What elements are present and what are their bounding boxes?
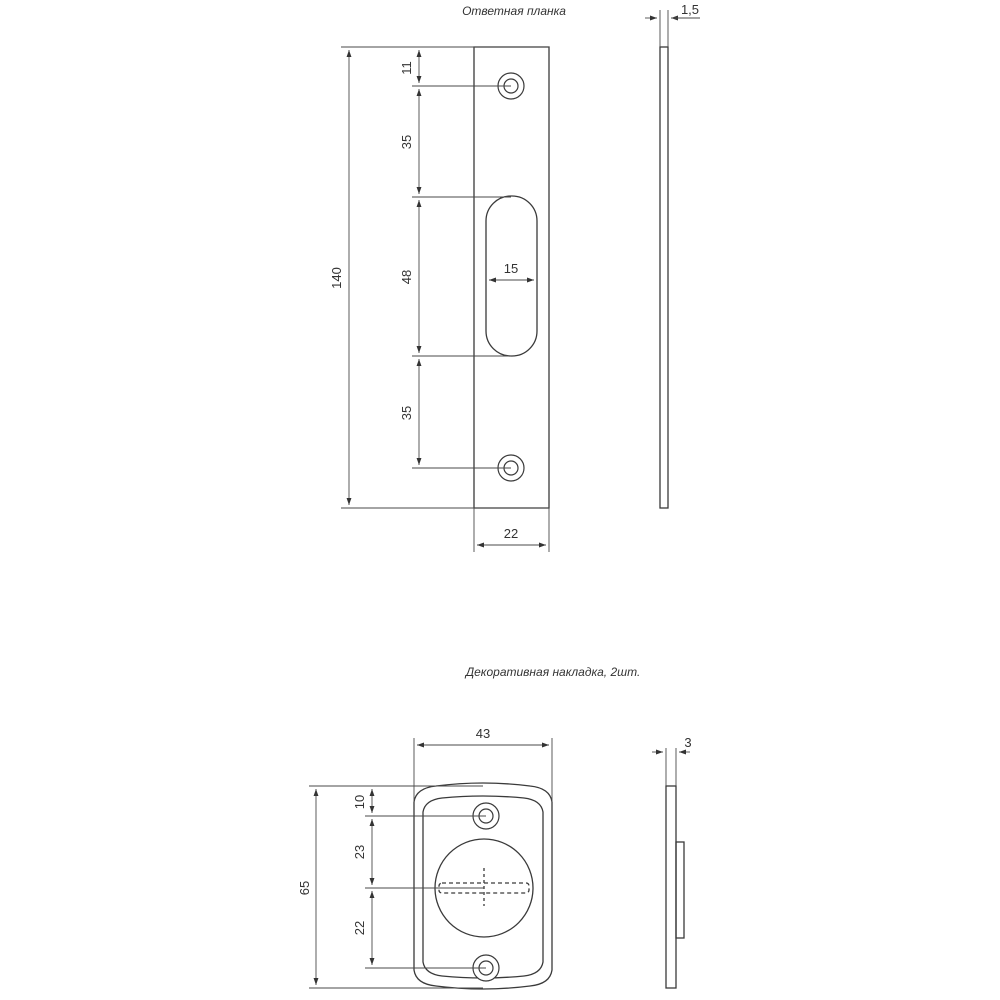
decorative-cover-dimension-lines xyxy=(316,745,690,985)
strike-plate-upper-spacing-label: 35 xyxy=(399,134,414,150)
strike-plate-slot-length-label: 48 xyxy=(399,269,414,285)
strike-plate-drawing xyxy=(329,2,700,552)
strike-plate-thickness-label: 1,5 xyxy=(680,2,700,17)
decorative-cover-lower-spacing-label: 22 xyxy=(352,920,367,936)
strike-plate-top-offset-label: 11 xyxy=(399,61,414,75)
strike-plate-lower-spacing-label: 35 xyxy=(399,405,414,421)
decorative-cover-upper-spacing-label: 23 xyxy=(352,844,367,860)
decorative-cover-title: Декоративная накладка, 2шт. xyxy=(465,665,641,679)
decorative-cover-top-offset-label: 10 xyxy=(352,794,367,810)
decorative-cover-side-view xyxy=(666,786,684,988)
strike-plate-width-label: 22 xyxy=(503,526,519,541)
strike-plate-title: Ответная планка xyxy=(462,4,566,18)
decorative-cover-overall-height-label: 65 xyxy=(297,880,312,896)
decorative-cover-extension-lines xyxy=(309,738,676,988)
strike-plate-side-view xyxy=(660,47,668,508)
decorative-cover-thickness-label: 3 xyxy=(684,735,692,750)
strike-plate-overall-height-label: 140 xyxy=(329,267,344,289)
strike-plate-body xyxy=(474,47,549,508)
decorative-cover-width-label: 43 xyxy=(475,726,491,741)
decorative-cover-drawing xyxy=(297,665,692,989)
strike-plate-slot xyxy=(486,196,537,356)
strike-plate-slot-width-label: 15 xyxy=(503,261,519,276)
